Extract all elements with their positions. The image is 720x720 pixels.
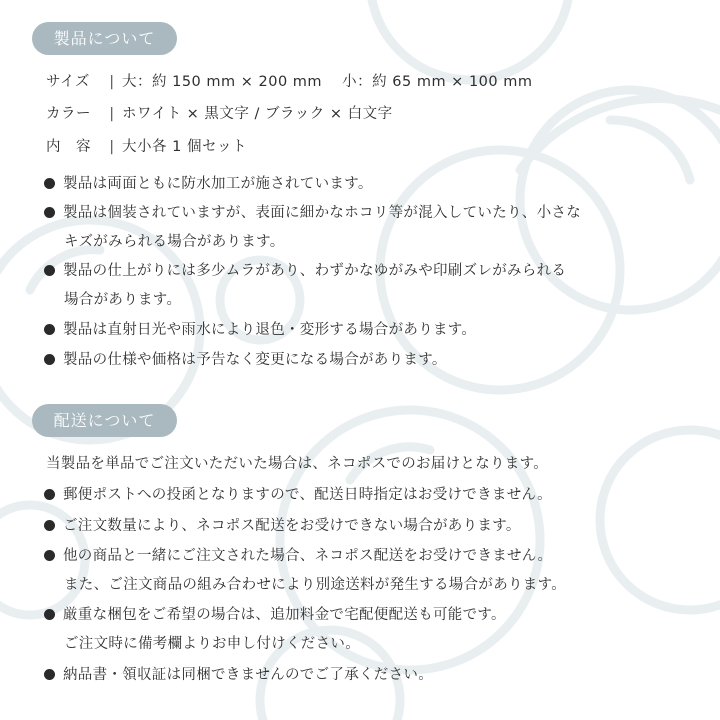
spec-separator: |: [109, 139, 115, 155]
spec-row-contents: [46, 135, 247, 159]
note-text-continued: ご注文時に備考欄よりお申し付けください。: [64, 636, 360, 652]
note-text: 製品は直射日光や雨水により退色・変形する場合があります。: [63, 322, 477, 338]
product-note: [44, 257, 684, 315]
bullet-dot-icon: [44, 354, 55, 365]
note-text: 他の商品と一緒にご注文された場合、ネコポス配送をお受けできません。: [63, 548, 553, 564]
note-text: ご注文数量により、ネコポス配送をお受けできない場合があります。: [63, 518, 521, 534]
note-text: 製品の仕上がりには多少ムラがあり、わずかなゆがみや印刷ズレがみられる: [63, 263, 567, 279]
bullet-dot-icon: [44, 609, 55, 620]
bullet-dot-icon: [44, 324, 55, 335]
note-text: 厳重な梱包をご希望の場合は、追加料金で宅配便配送も可能です。: [63, 607, 506, 623]
spec-separator: |: [109, 74, 115, 90]
spec-label: カラー: [46, 106, 91, 122]
shipping-note: [44, 661, 684, 690]
note-text-continued: 場合があります。: [64, 292, 182, 308]
shipping-intro: 当製品を単品でご注文いただいた場合は、ネコポスでのお届けとなります。: [46, 456, 549, 472]
spec-label: 内 容: [46, 139, 91, 155]
bullet-dot-icon: [44, 489, 55, 500]
note-text: 郵便ポストへの投函となりますので、配送日時指定はお受けできません。: [63, 487, 552, 503]
note-text-continued: キズがみられる場合があります。: [64, 234, 285, 250]
shipping-note: [44, 542, 684, 600]
bullet-dot-icon: [44, 550, 55, 561]
bullet-dot-icon: [44, 207, 55, 218]
spec-value: 大：約 150 mm × 200 mm 小：約 65 mm × 100 mm: [122, 74, 533, 90]
shipping-note: [44, 601, 684, 659]
product-note: [44, 346, 684, 375]
product-note: [44, 199, 684, 257]
section-heading-shipping: 配送について: [32, 404, 177, 437]
note-text: 製品は両面ともに防水加工が施されています。: [63, 176, 373, 192]
spec-row-color: [46, 102, 393, 126]
shipping-note: [44, 481, 684, 510]
product-note: [44, 316, 684, 345]
note-text-continued: また、ご注文商品の組み合わせにより別途送料が発生する場合があります。: [64, 577, 567, 593]
bullet-dot-icon: [44, 520, 55, 531]
spec-value: 大小各 1 個セット: [122, 139, 247, 155]
product-note: [44, 170, 684, 199]
spec-separator: |: [109, 106, 115, 122]
note-text: 製品は個装されていますが、表面に細かなホコリ等が混入していたり、小さな: [63, 205, 581, 221]
spec-value: ホワイト × 黒文字 / ブラック × 白文字: [122, 106, 393, 122]
spec-label: サイズ: [46, 74, 90, 90]
spec-row-size: [46, 70, 532, 94]
shipping-note: [44, 512, 684, 541]
section-heading-product: 製品について: [32, 22, 177, 55]
bullet-dot-icon: [44, 265, 55, 276]
bullet-dot-icon: [44, 178, 55, 189]
note-text: 納品書・領収証は同梱できませんのでご了承ください。: [63, 667, 433, 683]
note-text: 製品の仕様や価格は予告なく変更になる場合があります。: [63, 352, 447, 368]
bullet-dot-icon: [44, 669, 55, 680]
